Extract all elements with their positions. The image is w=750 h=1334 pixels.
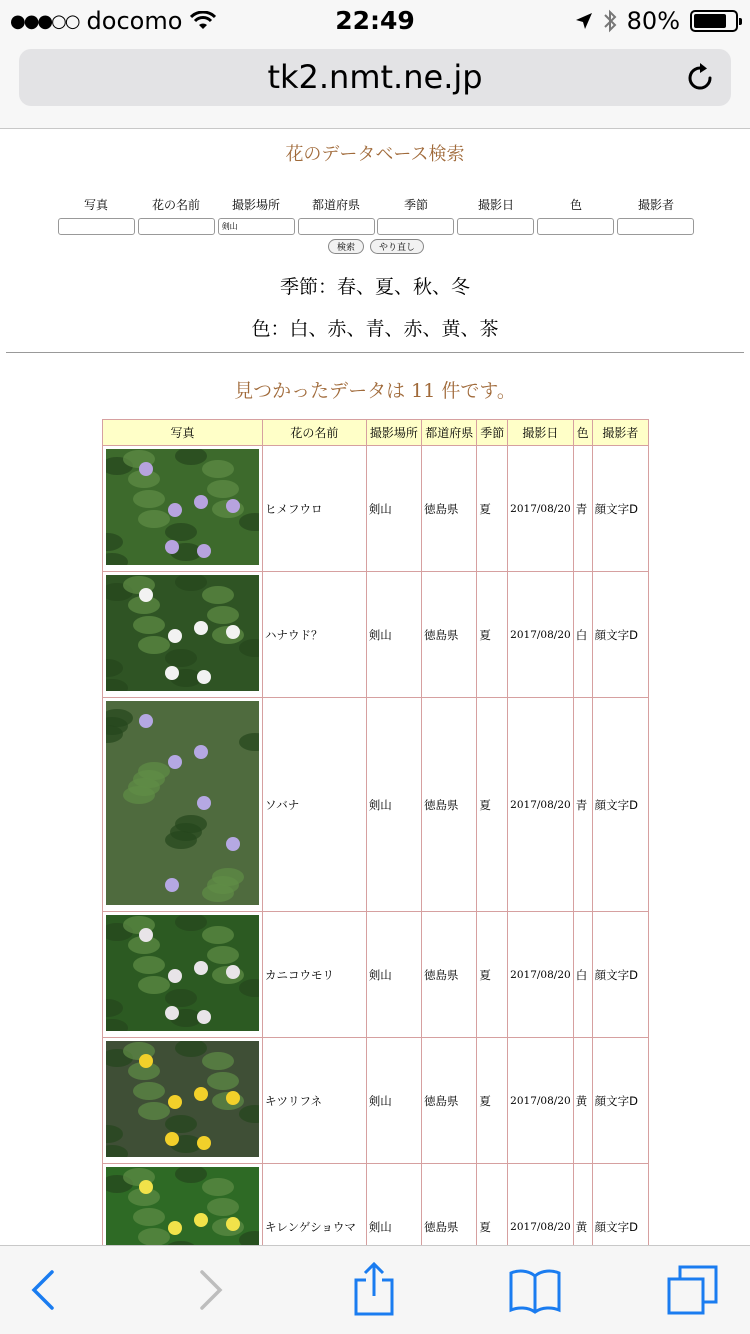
search-label-3: 都道府県: [311, 198, 360, 212]
cell-color: 黄: [573, 1038, 592, 1164]
column-header: 写真: [103, 420, 263, 446]
cell-color: 白: [573, 572, 592, 698]
cell-season: 夏: [477, 1164, 508, 1246]
cell-pref: 徳島県: [422, 446, 477, 572]
cell-photographer: 顔文字D: [592, 446, 648, 572]
cell-season: 夏: [477, 446, 508, 572]
cell-place: 剣山: [366, 1164, 421, 1246]
photo-cell: [103, 1038, 263, 1164]
url-text[interactable]: tk2.nmt.ne.jp: [267, 58, 483, 96]
flower-photo[interactable]: [106, 575, 259, 691]
search-label-5: 撮影日: [477, 198, 514, 212]
clock: 22:49: [335, 6, 415, 35]
search-label-1: 花の名前: [151, 198, 200, 212]
search-label-6: 色: [569, 198, 582, 212]
signal-strength-icon: ●●●○○: [10, 10, 79, 32]
reset-button[interactable]: やり直し: [370, 239, 424, 254]
table-row: [103, 698, 649, 912]
carrier-name: docomo: [86, 7, 183, 35]
browser-toolbar: [0, 1245, 750, 1334]
table-row: [103, 572, 649, 698]
cell-pref: 徳島県: [422, 912, 477, 1038]
search-input-3[interactable]: [298, 218, 375, 235]
column-header: 撮影場所: [366, 420, 421, 446]
season-info: 季節：春、夏、秋、冬: [279, 276, 470, 298]
status-bar: [0, 0, 750, 40]
column-header: 撮影者: [592, 420, 648, 446]
bluetooth-icon: [603, 9, 617, 33]
cell-color: 青: [573, 698, 592, 912]
cell-place: 剣山: [366, 698, 421, 912]
battery-icon: [690, 10, 738, 32]
table-row: [103, 446, 649, 572]
cell-date: 2017/08/20: [508, 1038, 574, 1164]
search-input-2[interactable]: [218, 218, 295, 235]
flower-photo[interactable]: [106, 1167, 259, 1245]
share-icon[interactable]: [352, 1262, 396, 1316]
cell-place: 剣山: [366, 446, 421, 572]
flower-photo[interactable]: [106, 449, 259, 565]
tabs-icon[interactable]: [666, 1264, 720, 1316]
cell-color: 白: [573, 912, 592, 1038]
cell-name: ヒメフウロ: [263, 446, 367, 572]
cell-date: 2017/08/20: [508, 1164, 574, 1246]
search-label-0: 写真: [83, 198, 108, 212]
browser-address-area: [0, 40, 750, 129]
search-input-4[interactable]: [377, 218, 454, 235]
cell-color: 青: [573, 446, 592, 572]
cell-photographer: 顔文字D: [592, 572, 648, 698]
search-input-6[interactable]: [537, 218, 614, 235]
results-table: [102, 419, 649, 1245]
cell-date: 2017/08/20: [508, 912, 574, 1038]
cell-photographer: 顔文字D: [592, 1038, 648, 1164]
search-label-7: 撮影者: [637, 198, 674, 212]
battery-percent: 80%: [626, 7, 680, 35]
cell-season: 夏: [477, 698, 508, 912]
search-input-0[interactable]: [58, 218, 135, 235]
reload-icon[interactable]: [683, 61, 717, 95]
cell-photographer: 顔文字D: [592, 698, 648, 912]
page-title: 花のデータベース検索: [285, 144, 465, 165]
cell-pref: 徳島県: [422, 1038, 477, 1164]
cell-season: 夏: [477, 912, 508, 1038]
search-label-2: 撮影場所: [231, 198, 280, 212]
cell-pref: 徳島県: [422, 698, 477, 912]
search-input-7[interactable]: [617, 218, 694, 235]
column-header: 都道府県: [422, 420, 477, 446]
flower-photo[interactable]: [106, 701, 259, 905]
cell-name: ハナウド？: [263, 572, 367, 698]
cell-pref: 徳島県: [422, 1164, 477, 1246]
bookmarks-icon[interactable]: [508, 1268, 562, 1314]
location-arrow-icon: [575, 12, 593, 30]
search-button[interactable]: 検索: [328, 239, 364, 254]
cell-place: 剣山: [366, 572, 421, 698]
cell-date: 2017/08/20: [508, 446, 574, 572]
photo-cell: [103, 698, 263, 912]
color-info: 色：白、赤、青、赤、黄、茶: [251, 318, 499, 340]
search-label-4: 季節: [403, 198, 428, 212]
photo-cell: [103, 1164, 263, 1246]
cell-name: キツリフネ: [263, 1038, 367, 1164]
flower-photo[interactable]: [106, 1041, 259, 1157]
photo-cell: [103, 446, 263, 572]
cell-name: ソバナ: [263, 698, 367, 912]
cell-date: 2017/08/20: [508, 698, 574, 912]
search-form: [58, 196, 694, 254]
web-page: [0, 130, 750, 1245]
cell-pref: 徳島県: [422, 572, 477, 698]
photo-cell: [103, 572, 263, 698]
address-bar[interactable]: [19, 49, 731, 106]
divider: [6, 352, 744, 353]
table-row: [103, 1164, 649, 1246]
forward-icon[interactable]: [196, 1268, 226, 1312]
cell-name: キレンゲショウマ: [263, 1164, 367, 1246]
result-count: 見つかったデータは 11 件です。: [234, 380, 516, 402]
column-header: 季節: [477, 420, 508, 446]
cell-photographer: 顔文字D: [592, 1164, 648, 1246]
cell-season: 夏: [477, 572, 508, 698]
cell-date: 2017/08/20: [508, 572, 574, 698]
column-header: 花の名前: [263, 420, 367, 446]
column-header: 色: [573, 420, 592, 446]
search-input-1[interactable]: [138, 218, 215, 235]
table-header-row: [103, 420, 649, 446]
cell-name: カニコウモリ: [263, 912, 367, 1038]
cell-photographer: 顔文字D: [592, 912, 648, 1038]
table-body: [103, 446, 649, 1246]
column-header: 撮影日: [508, 420, 574, 446]
table-row: [103, 1038, 649, 1164]
search-field-labels: [58, 196, 694, 213]
back-icon[interactable]: [28, 1268, 58, 1312]
table-row: [103, 912, 649, 1038]
photo-cell: [103, 912, 263, 1038]
search-field-inputs: [58, 218, 694, 235]
cell-place: 剣山: [366, 912, 421, 1038]
search-input-5[interactable]: [457, 218, 534, 235]
cell-season: 夏: [477, 1038, 508, 1164]
flower-photo[interactable]: [106, 915, 259, 1031]
cell-color: 黄: [573, 1164, 592, 1246]
cell-place: 剣山: [366, 1038, 421, 1164]
